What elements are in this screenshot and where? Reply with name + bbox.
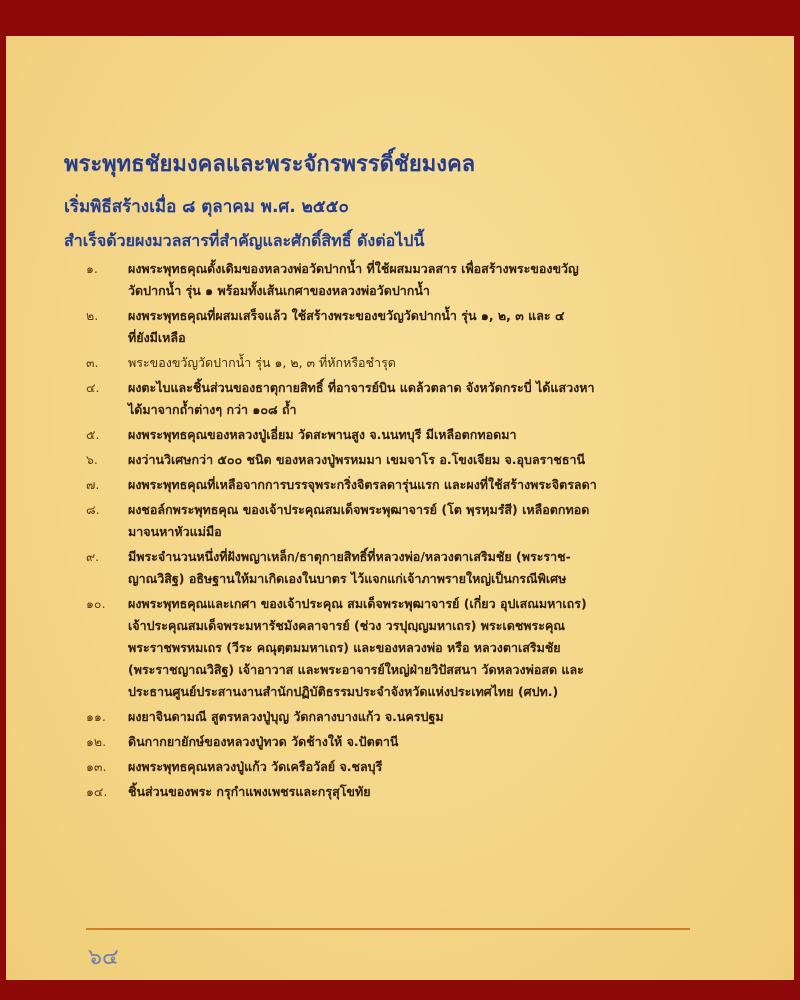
ingredients-heading: สำเร็จด้วยผงมวลสารที่สำคัญและศักดิ์สิทธิ์ ดังต่อไปนี้ — [64, 231, 425, 250]
page-number: ๖๔ — [88, 945, 119, 970]
item-line: ผงพระพุทธคุณและเกศา ของเจ้าประคุณ สมเด็จพระพุฒาจารย์ (เกี่ยว อุปเสณมหาเถร) — [128, 596, 587, 611]
item-number: ๗. — [86, 477, 100, 492]
list-item — [86, 499, 706, 543]
item-line: พระของขวัญวัดปากน้ำ รุ่น ๑, ๒, ๓ ที่หักหรือชำรุด — [128, 355, 396, 370]
item-text — [128, 449, 698, 471]
item-line: ผงพระพุทธคุณดั้งเดิมของหลวงพ่อวัดปากน้ำ ที่ใช้ผสมมวลสาร เพื่อสร้างพระของขวัญ — [128, 261, 579, 276]
item-line: ดินกากยายักษ์ของหลวงปู่ทวด วัดช้างให้ จ.ปัตตานี — [128, 734, 399, 749]
item-line: ผงชอล์กพระพุทธคุณ ของเจ้าประคุณสมเด็จพระพุฒาจารย์ (โต พฺรหฺมรํสี) เหลือตกทอด — [128, 502, 590, 517]
item-line: มาจนหาหัวแม่มือ — [128, 524, 222, 539]
item-text — [128, 305, 698, 349]
item-line: ผงตะไบและชิ้นส่วนของธาตุกายสิทธิ์ ที่อาจารย์บิน แดล้วตลาด จังหวัดกระบี่ ได้แสวงหา — [128, 380, 595, 395]
list-item — [86, 305, 706, 349]
item-text — [128, 377, 698, 421]
item-line: ผงพระพุทธคุณหลวงปู่แก้ว วัดเครือวัลย์ จ.ชลบุรี — [128, 759, 383, 774]
document-page — [6, 36, 794, 980]
item-number: ๑๔. — [86, 784, 108, 799]
item-text — [128, 706, 698, 728]
item-number: ๕. — [86, 427, 100, 442]
item-number: ๘. — [86, 502, 100, 517]
item-line: ผงพระพุทธคุณที่ผสมเสร็จแล้ว ใช้สร้างพระของขวัญวัดปากน้ำ รุ่น ๑, ๒, ๓ และ ๔ — [128, 308, 565, 323]
list-item — [86, 706, 706, 728]
item-line: วัดปากน้ำ รุ่น ๑ พร้อมทั้งเส้นเกศาของหลวงพ่อวัดปากน้ำ — [128, 283, 430, 298]
ingredient-list — [86, 258, 706, 806]
item-number: ๑๓. — [86, 759, 107, 774]
item-text — [128, 499, 698, 543]
list-item — [86, 546, 706, 590]
item-line: ผงยาจินดามณี สูตรหลวงปู่บุญ วัดกลางบางแก้ว จ.นครปฐม — [128, 709, 444, 724]
item-number: ๑๐. — [86, 596, 106, 611]
list-item — [86, 756, 706, 778]
item-number: ๒. — [86, 308, 99, 323]
list-item — [86, 352, 706, 374]
item-line: เจ้าประคุณสมเด็จพระมหารัชมังคลาจารย์ (ช่วง วรปุญฺญมหาเถร) พระเดชพระคุณ — [128, 618, 565, 633]
item-text — [128, 731, 698, 753]
item-text — [128, 593, 698, 703]
item-number: ๖. — [86, 452, 98, 467]
item-number: ๔. — [86, 380, 100, 395]
item-number: ๑. — [86, 261, 98, 276]
item-text — [128, 424, 698, 446]
item-line: พระราชพรหมเถร (วีระ คณุตฺตมมหาเถร) และของหลวงพ่อ หรือ หลวงตาเสริมชัย — [128, 640, 561, 655]
item-line: ได้มาจากถ้ำต่างๆ กว่า ๑๐๘ ถ้ำ — [128, 402, 297, 417]
divider — [86, 928, 690, 930]
list-item — [86, 258, 706, 302]
item-number: ๓. — [86, 355, 99, 370]
item-line: ผงว่านวิเศษกว่า ๕๐๐ ชนิด ของหลวงปู่พรหมมา เขมจาโร อ.โขงเจียม จ.อุบลราชธานี — [128, 452, 586, 467]
item-line: ผงพระพุทธคุณที่เหลือจากการบรรจุพระกริ่งจิตรลดารุ่นแรก และผงที่ใช้สร้างพระจิตรลดา — [128, 477, 597, 492]
item-line: มีพระจำนวนหนึ่งที่ฝังพญาเหล็ก/ธาตุกายสิทธิ์ที่หลวงพ่อ/หลวงตาเสริมชัย (พระราช- — [128, 549, 571, 564]
item-text — [128, 781, 698, 803]
item-line: ที่ยังมีเหลือ — [128, 330, 186, 345]
item-line: (พระราชญาณวิสิฐ) เจ้าอาวาส และพระอาจารย์ใหญ่ฝ่ายวิปัสสนา วัดหลวงพ่อสด และ — [128, 662, 584, 677]
list-item — [86, 449, 706, 471]
page-title: พระพุทธชัยมงคลและพระจักรพรรดิ์ชัยมงคล — [64, 152, 476, 177]
item-number: ๙. — [86, 549, 100, 564]
item-number: ๑๒. — [86, 734, 107, 749]
item-text — [128, 474, 698, 496]
item-line: ผงพระพุทธคุณของหลวงปู่เอี่ยม วัดสะพานสูง จ.นนทบุรี มีเหลือตกทอดมา — [128, 427, 517, 442]
item-text — [128, 258, 698, 302]
list-item — [86, 731, 706, 753]
list-item — [86, 781, 706, 803]
item-line: ญาณวิสิฐ) อธิษฐานให้มาเกิดเองในบาตร ไว้แจกแก่เจ้าภาพรายใหญ่เป็นกรณีพิเศษ — [128, 571, 567, 586]
item-text — [128, 546, 698, 590]
item-line: ชิ้นส่วนของพระ กรุกำแพงเพชรและกรุสุโขทัย — [128, 784, 371, 799]
list-item — [86, 424, 706, 446]
ceremony-date-heading: เริ่มพิธีสร้างเมื่อ ๘ ตุลาคม พ.ศ. ๒๕๕๐ — [64, 197, 349, 217]
list-item — [86, 377, 706, 421]
item-text — [128, 756, 698, 778]
item-line: ประธานศูนย์ประสานงานสำนักปฏิบัติธรรมประจำจังหวัดแห่งประเทศไทย (ศปท.) — [128, 684, 559, 699]
list-item — [86, 474, 706, 496]
item-text — [128, 352, 698, 374]
list-item — [86, 593, 706, 703]
item-number: ๑๑. — [86, 709, 106, 724]
